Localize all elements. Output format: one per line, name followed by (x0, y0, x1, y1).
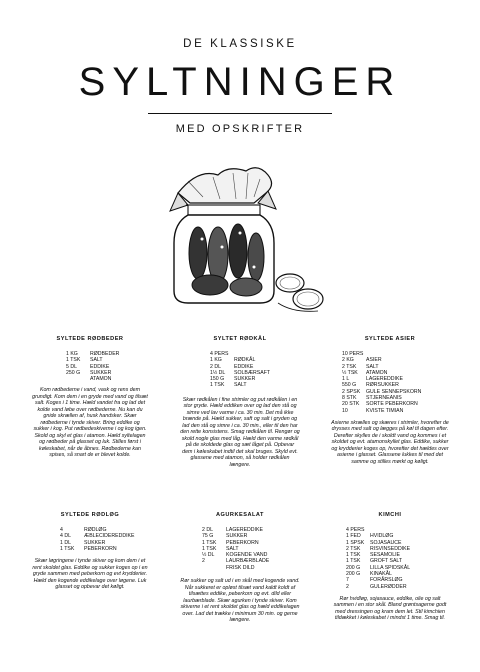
ingredient-qty: ½ DL (202, 552, 215, 559)
ingredient-item: ATAMON (366, 369, 388, 376)
ingredient-item: KOGENDE VAND (226, 552, 268, 559)
ingredient-qty: 20 STK (342, 401, 360, 408)
ingredient-item: RØDKÅL (234, 357, 256, 364)
ingredient-item: FORÅRSLØG (370, 577, 403, 584)
ingredient-qty: 200 G (346, 564, 361, 571)
ingredient-list (210, 351, 300, 389)
ingredient-qty: 1 DL (60, 539, 71, 546)
ingredient-item: ÆBLECIDEREDDIKE (84, 533, 135, 540)
ingredient-item: RØRSUKKER (366, 382, 399, 389)
ingredient-item: GROFT SALT (370, 558, 403, 565)
ingredient-item: SUKKER (234, 376, 256, 383)
title-divider (148, 113, 332, 114)
recipe-instructions: Kom rødbederne i vand, vask og rens dem grundigt. Kom dem i en gryde med vand og tilsæt salt. Koges i 1 time. Hæld vandet fra og lad det kolde vand løbe over rødbederne. Nu kan du gnide skrællen af, husk handsker. Skær rødbederne i tynde skiver. Bring eddike og sukker i kog. Put rødbedeskiverne i og kog igen. Skold og skyl et glas i atamon. Hæld syltelagen og rødbeder på glasset og luk. Stilles først i køleskabet, når de åbnes. Rødbederne kan spises, så snart de er blevet kolde. (32, 387, 148, 459)
supertitle: DE KLASSISKE (183, 38, 297, 50)
ingredient-list (342, 351, 450, 414)
ingredient-item: PEBERKORN (226, 539, 259, 546)
ingredient-qty (66, 376, 90, 382)
ingredient-qty: 1 TSK (210, 382, 225, 389)
ingredient-item: HVIDLØG (370, 533, 394, 540)
ingredient-item: ATAMON (90, 376, 112, 383)
recipe-syltede-asier (330, 336, 450, 465)
ingredient-item: SALT (366, 363, 379, 370)
ingredient-qty: 2 TSK (342, 363, 357, 370)
ingredient-item: KINAKÅL (370, 571, 392, 578)
ingredient-qty: 4 DL (60, 533, 71, 540)
ingredient-item: SALT (90, 357, 103, 364)
ingredient-item: GULE SENNEPSKORN (366, 388, 422, 395)
recipe-title: AGURKESALAT (216, 512, 264, 518)
ingredient-qty: 150 G (210, 376, 225, 383)
ingredient-qty: 1 KG (66, 351, 78, 357)
ingredient-qty: 4 PERS (210, 351, 229, 357)
ingredient-qty: 1 TSK (346, 558, 361, 565)
ingredient-qty: 7 (346, 577, 349, 584)
ingredient-row (60, 546, 148, 552)
ingredient-item: STJERNEANIS (366, 395, 402, 402)
ingredient-qty: 1 TSK (202, 545, 217, 552)
ingredient-qty: 200 G (346, 571, 361, 578)
recipe-instructions: Asierne skrælles og skæres i strimler, hvorefter de drysses med salt og lægges på køl til dagen efter. Derefter skylles de i skoldt vand og kommes i et skoldet og evt. atamonskyllet glas. Eddike, sukker og krydderier koges op, hvorefter det hældes over asierne i glasset. Glassene lukkes til med det samme og stilles mørkt og køligt. (331, 419, 449, 465)
ingredient-qty (202, 565, 226, 571)
recipe-instructions: Rør sukker og salt ud i en skål med kogende vand. Når sukkeret er opløst tilsæt vand kaldt koldt af tilsættes eddike, peberkorn og evt. dild eller laurbærblade. Skær agurken i tynde skiver. Kom skiverne i et rent skoldet glas og hæld eddikelagen over. Lad det trække i minimum 30 min. og gerne længere. (180, 578, 300, 624)
ingredient-qty: 1½ DL (210, 369, 226, 376)
ingredient-qty: 2 TSK (346, 545, 361, 552)
ingredient-qty: 2 DL (210, 363, 221, 370)
ingredient-item: LAGEREDDIKE (226, 527, 263, 533)
ingredient-qty: 2 (202, 558, 205, 565)
recipe-title: KIMCHI (378, 512, 402, 518)
recipe-title: SYLTEDE ASIER (364, 336, 416, 342)
ingredient-qty: 1 L (342, 376, 350, 383)
ingredient-qty: 550 G (342, 382, 357, 389)
ingredient-list (66, 351, 148, 382)
ingredient-qty: 2 SPSK (342, 388, 361, 395)
recipe-instructions: Skær rødkålen i fine strimler og put rødkålen i en stor gryde. Hæld eddiken over og lad den stå og simre ved lav varme i ca. 30 min. Det må ikke brænde på. Hæld sukker, saft og salt i gryden og lad den stå og simre i ca. 30 min., eller til den har den rette konsistens. Smag rødkålen til. Rengør og skold nogle glas med låg. Hæld den varme rødkål på de skoldede glas og sæt låget på. Opbevar dem i køleskabet indtil det skal bruges. Skyld evt. glassene med atamon, så holder rødkålen længere. (180, 396, 300, 468)
ingredient-item: SUKKER (90, 369, 112, 376)
pickle-jar-icon (158, 163, 328, 328)
ingredient-item: LAURBÆRBLADE (226, 558, 270, 565)
ingredient-qty: 4 (60, 527, 63, 533)
ingredient-item: EDDIKE (234, 363, 254, 370)
ingredient-item: SUKKER (226, 533, 248, 540)
ingredient-item: ASIER (366, 357, 382, 364)
ingredient-item: GULERØDDER (370, 583, 407, 590)
ingredient-item: LAGEREDDIKE (366, 376, 403, 383)
ingredient-row (210, 382, 300, 388)
ingredient-item: EDDIKE (90, 363, 110, 370)
ingredient-list (202, 527, 300, 571)
ingredient-qty: ½ TSK (342, 369, 358, 376)
ingredient-item: SORTE PEBERKORN (366, 401, 418, 408)
recipe-title: SYLTEDE RØDLØG (60, 512, 120, 518)
ingredient-item: KVISTE TIMIAN (366, 407, 404, 414)
ingredient-item: FRISK DILD (226, 564, 255, 571)
ingredient-row (66, 376, 148, 382)
ingredient-item: RØDLØG (84, 527, 107, 533)
recipe-instructions: Rør hvidløg, sojasauce, eddike, olie og salt sammen i en stor skål. Bland grøntsagerne godt med dressingen og kram dem let. Stil kimchien tildækket i køleskabet i mindst 1 time. Smag til. (333, 595, 447, 622)
ingredient-qty: 10 PERS (342, 351, 364, 357)
recipe-agurkesalat (180, 512, 300, 624)
ingredient-item: RISVINSEDDIKE (370, 545, 411, 552)
ingredient-row (342, 408, 450, 414)
ingredient-list (346, 527, 450, 590)
ingredient-qty: 75 G (202, 533, 214, 540)
recipe-syltede-roedloeg (32, 512, 148, 591)
ingredient-item: SOLBÆRSAFT (234, 369, 271, 376)
ingredient-qty: 1 TSK (60, 545, 75, 552)
ingredient-qty: 2 DL (202, 527, 213, 533)
ingredient-qty: 1 TSK (202, 539, 217, 546)
ingredient-item: SESAMOLIE (370, 552, 400, 559)
ingredient-item: LILLA SPIDSKÅL (370, 564, 411, 571)
ingredient-item: SALT (226, 545, 239, 552)
recipe-kimchi (330, 512, 450, 622)
ingredient-qty: 250 G (66, 369, 81, 376)
ingredient-qty: 8 STK (342, 395, 357, 402)
subtitle: MED OPSKRIFTER (175, 123, 305, 135)
recipe-syltede-roedbeder (32, 336, 148, 459)
ingredient-row (346, 584, 450, 590)
ingredient-item: SOJASAUCE (370, 539, 402, 546)
ingredient-qty: 1 TSK (66, 357, 81, 364)
ingredient-item: RØDBEDER (90, 351, 120, 357)
ingredient-row (202, 565, 300, 571)
recipe-instructions: Skær løgringene i tynde skiver og kom dem i et rent skoldet glas. Eddike og sukker koges op i en gryde sammen med peberkorn og evt krydderier. Hæld den kogende eddikelage over løgene. Luk glasset og opbevar det køligt. (32, 558, 148, 591)
ingredient-qty: 2 (346, 583, 349, 590)
ingredient-qty: 4 PERS (346, 527, 365, 533)
ingredient-item: PEBERKORN (84, 545, 117, 552)
ingredient-list (60, 527, 148, 552)
ingredient-qty: 1 KG (210, 357, 222, 364)
ingredient-item: SUKKER (84, 539, 106, 546)
ingredient-qty: 1 SPSK (346, 539, 365, 546)
ingredient-item: SALT (234, 382, 247, 389)
page-title: SYLTNINGER (78, 60, 402, 104)
ingredient-qty: 1 FED (346, 533, 361, 540)
ingredient-qty: 10 (342, 407, 348, 414)
ingredient-qty: 1 TSK (346, 552, 361, 559)
recipe-title: SYLTET RØDKÅL (213, 336, 267, 342)
ingredient-qty: 5 DL (66, 363, 77, 370)
recipe-syltet-roedkaal (180, 336, 300, 468)
ingredient-qty: 2 KG (342, 357, 354, 364)
recipe-title: SYLTEDE RØDBEDER (56, 336, 124, 342)
